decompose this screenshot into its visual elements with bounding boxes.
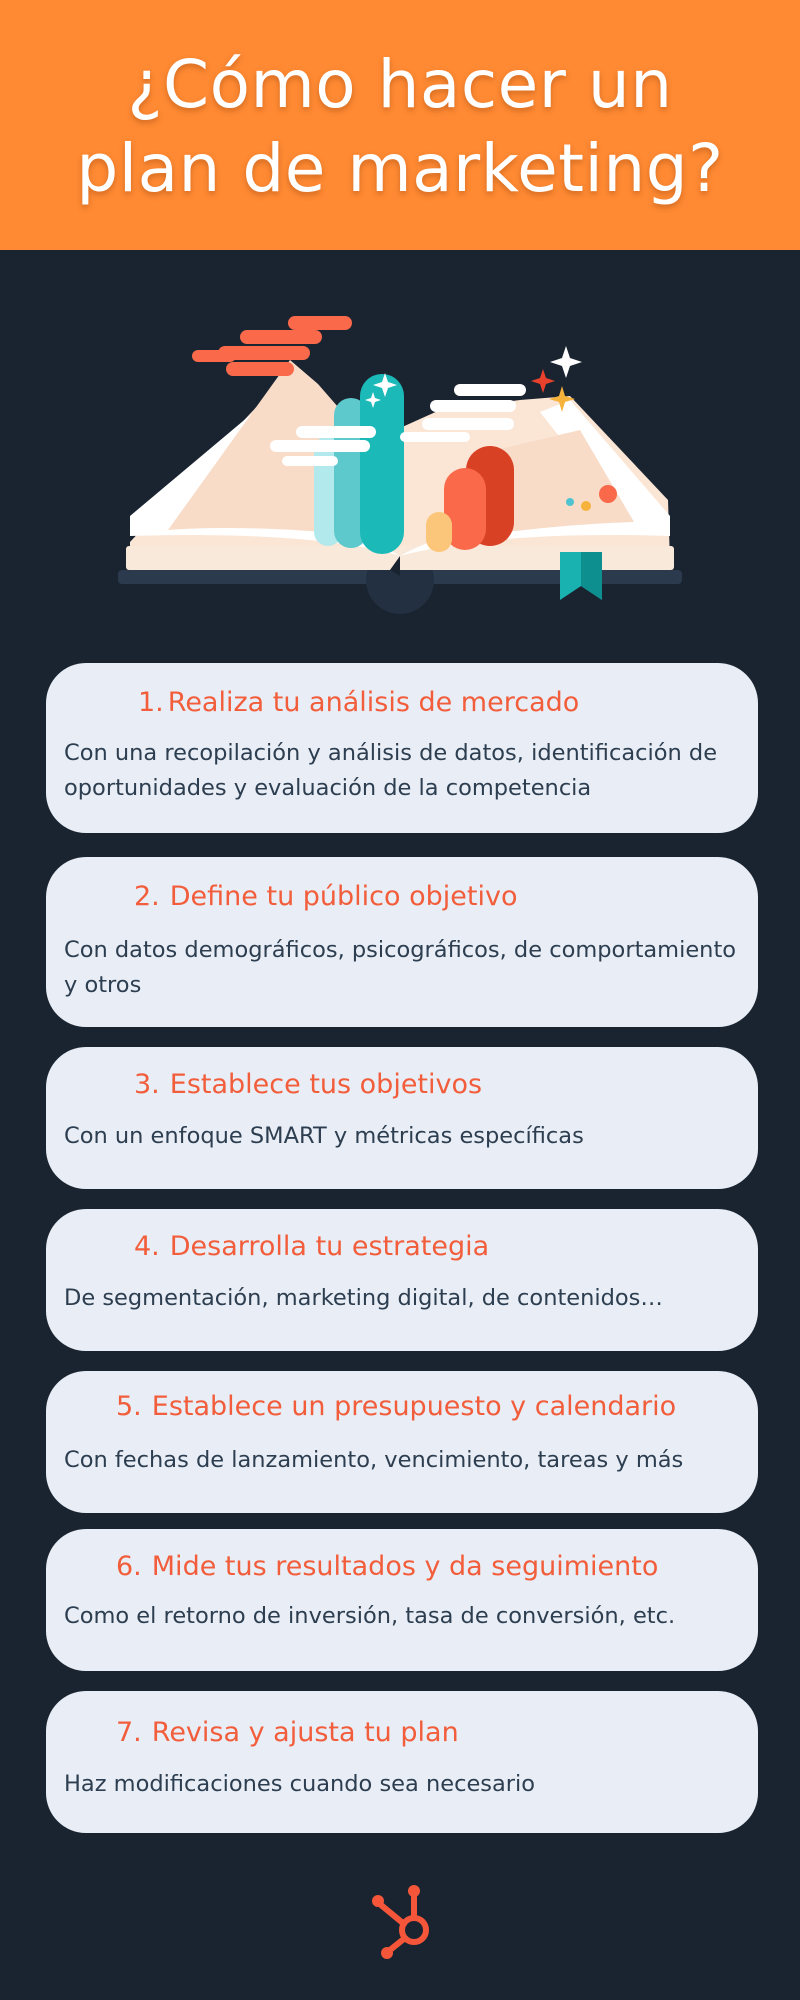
footer-logo	[370, 1880, 442, 1960]
step-title	[46, 1389, 800, 1425]
step-card-3	[46, 1047, 758, 1189]
step-title	[46, 1549, 800, 1585]
step-description: Con una recopilación y análisis de datos, identificación de oportunidades y evaluación de la competencia	[64, 740, 718, 801]
step-card-5	[46, 1371, 758, 1513]
step-card-7	[46, 1691, 758, 1833]
step-title-text: Desarrolla tu estrategia	[169, 1231, 490, 1262]
step-number: 1.	[138, 687, 164, 718]
page-title-line-1: ¿Cómo hacer un	[127, 46, 673, 123]
bookmark-icon	[560, 552, 602, 600]
open-book-illustration	[100, 300, 700, 620]
step-card-2	[46, 857, 758, 1027]
step-description: De segmentación, marketing digital, de contenidos…	[64, 1285, 663, 1311]
page-title-line-2: plan de marketing?	[76, 130, 724, 207]
step-title-text: Establece un presupuesto y calendario	[151, 1391, 677, 1422]
step-title	[46, 1067, 800, 1103]
step-title-text: Establece tus objetivos	[169, 1069, 483, 1100]
step-number: 7.	[116, 1717, 142, 1748]
step-description: Haz modificaciones cuando sea necesario	[64, 1771, 536, 1797]
step-title-text: Mide tus resultados y da seguimiento	[151, 1551, 659, 1582]
step-card-6	[46, 1529, 758, 1671]
step-number: 4.	[134, 1231, 160, 1262]
step-title-text: Realiza tu análisis de mercado	[167, 687, 580, 718]
step-title	[46, 879, 800, 915]
step-description: Con un enfoque SMART y métricas específicas	[64, 1123, 584, 1149]
step-title	[46, 1229, 800, 1265]
step-description: Con fechas de lanzamiento, vencimiento, tareas y más	[64, 1447, 684, 1473]
open-book-icon	[100, 300, 700, 620]
step-number: 3.	[134, 1069, 160, 1100]
step-number: 5.	[116, 1391, 142, 1422]
page-title	[76, 39, 723, 211]
step-number: 6.	[116, 1551, 142, 1582]
step-description: Como el retorno de inversión, tasa de conversión, etc.	[64, 1603, 676, 1629]
step-title-text: Define tu público objetivo	[169, 881, 518, 912]
step-card-1	[46, 663, 758, 833]
step-title-text: Revisa y ajusta tu plan	[151, 1717, 459, 1748]
step-number: 2.	[134, 881, 160, 912]
step-description: Con datos demográficos, psicográficos, de comportamiento y otros	[64, 937, 737, 998]
step-title	[46, 685, 800, 721]
step-card-4	[46, 1209, 758, 1351]
hubspot-sprocket-icon	[370, 1880, 442, 1960]
step-title	[46, 1715, 800, 1751]
header-banner	[0, 0, 800, 250]
